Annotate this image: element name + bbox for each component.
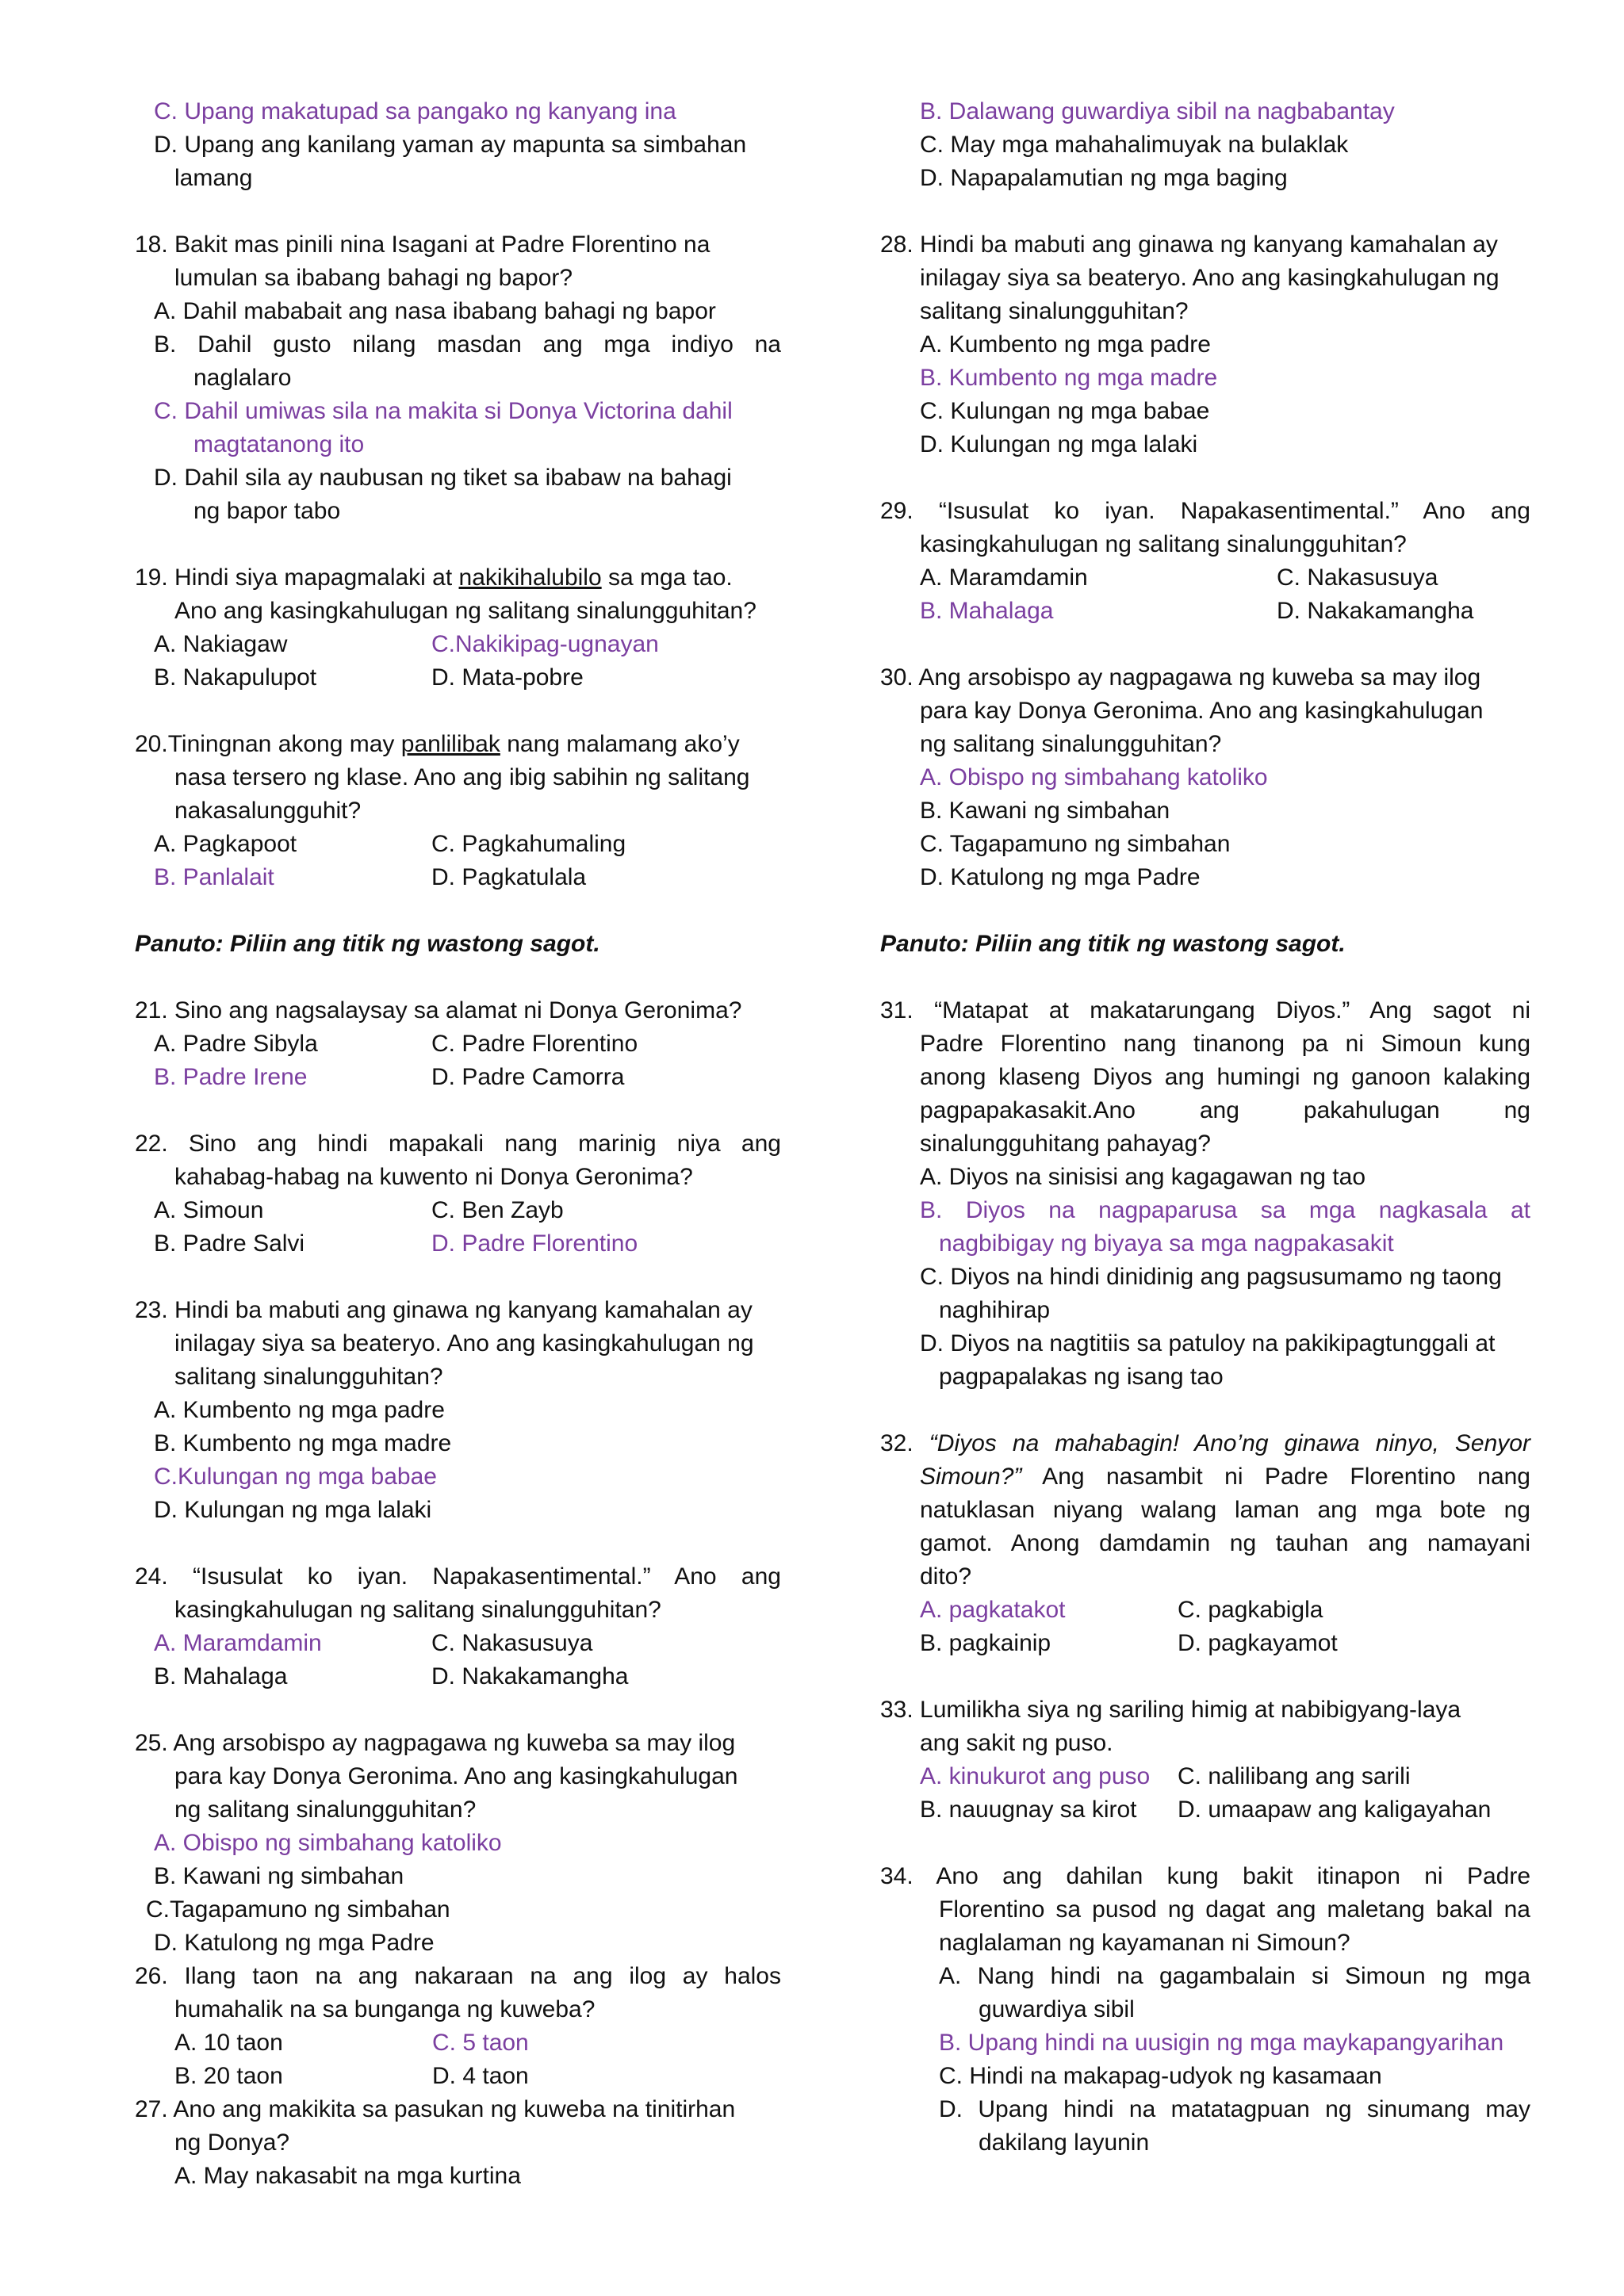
question-stem: 30. Ang arsobispo ay nagpagawa ng kuweba sa may ilog: [880, 664, 1481, 691]
question-stem: 22. Sino ang hindi mapakali nang marinig niya ang: [135, 1131, 781, 1157]
question-stem: 26. Ilang taon na ang nakaraan na ang ilog ay halos: [135, 1963, 781, 1989]
option-a-cont: guwardiya sibil: [979, 1996, 1135, 2022]
option-d: D. Padre Florentino: [431, 1230, 638, 1257]
option-b: B. Kumbento ng mga madre: [154, 1430, 452, 1456]
option-c: C.Kulungan ng mga babae: [154, 1464, 437, 1490]
question-stem-cont: kasingkahulugan ng salitang sinalungguhitan?: [174, 1597, 661, 1623]
option-c: C. Ben Zayb: [431, 1197, 564, 1223]
question-stem-cont: para kay Donya Geronima. Ano ang kasingkahulugan: [174, 1763, 738, 1789]
option-b: B. Padre Salvi: [154, 1230, 305, 1257]
option-d: D. Kulungan ng mga lalaki: [920, 431, 1198, 457]
option-d-cont: dakilang layunin: [979, 2130, 1150, 2156]
option-c-cont: naghihirap: [939, 1297, 1051, 1323]
option-d: D. Katulong ng mga Padre: [154, 1930, 435, 1956]
question-stem: [135, 561, 781, 595]
question-stem: 33. Lumilikha siya ng sariling himig at nabibigyang-laya: [880, 1697, 1461, 1723]
options-row: [880, 595, 1530, 628]
question-stem: 25. Ang arsobispo ay nagpagawa ng kuweba sa may ilog: [135, 1730, 736, 1756]
option-c: C. Pagkahumaling: [431, 831, 626, 857]
option-c: C. Dahil umiwas sila na makita si Donya Victorina dahil: [154, 398, 733, 424]
option-a: A. Kumbento ng mga padre: [154, 1397, 445, 1423]
question-29: [880, 495, 1530, 628]
option-a: A. Kumbento ng mga padre: [920, 331, 1211, 358]
question-stem-cont: dito?: [920, 1563, 972, 1590]
option-b: B. Upang hindi na uusigin ng mga maykapangyarihan: [939, 2030, 1504, 2056]
question-27-tail: [880, 95, 1530, 195]
question-stem-cont: kahabag-habag na kuwento ni Donya Geronima?: [174, 1164, 693, 1190]
question-stem-cont: ng salitang sinalungguhitan?: [920, 731, 1222, 757]
options-row: [135, 828, 781, 861]
question-stem-cont: Florentino sa pusod ng dagat ang maletang bakal na: [939, 1896, 1530, 1923]
question-stem: 29. “Isusulat ko iyan. Napakasentimental.” Ano ang: [880, 498, 1530, 524]
option-d: D. Dahil sila ay naubusan ng tiket sa ibabaw na bahagi: [154, 465, 732, 491]
option-c: C. Nakasusuya: [431, 1630, 593, 1656]
options-row: [135, 661, 781, 695]
stem-text: sa mga tao.: [601, 564, 733, 591]
option-c: C.Nakikipag-ugnayan: [431, 631, 659, 657]
question-stem-cont: lumulan sa ibabang bahagi ng bapor?: [174, 265, 573, 291]
option-d: D. 4 taon: [432, 2063, 529, 2089]
option-c: C. Hindi na makapag-udyok ng kasamaan: [939, 2063, 1382, 2089]
option-d-cont: ng bapor tabo: [193, 498, 341, 524]
question-17-tail: [135, 95, 781, 195]
option-c: C. pagkabigla: [1178, 1597, 1323, 1623]
option-a: A. Padre Sibyla: [154, 1031, 318, 1057]
options-row: [135, 1627, 781, 1660]
option-c: C. Nakasusuya: [1277, 564, 1438, 591]
underlined-word: panlilibak: [400, 731, 500, 757]
question-stem-cont: salitang sinalungguhitan?: [920, 298, 1189, 324]
question-stem: 23. Hindi ba mabuti ang ginawa ng kanyang kamahalan ay: [135, 1297, 753, 1323]
question-33: [880, 1693, 1530, 1827]
question-stem-cont: naglalaman ng kayamanan ni Simoun?: [939, 1930, 1350, 1956]
question-stem: 34. Ano ang dahilan kung bakit itinapon ni Padre: [880, 1863, 1530, 1889]
options-row: [880, 561, 1530, 595]
stem-text: Ang nasambit ni Padre Florentino nang: [1021, 1464, 1530, 1490]
question-18: [135, 228, 781, 528]
question-25: [135, 1727, 781, 1960]
option-b: B. Nakapulupot: [154, 664, 317, 691]
question-stem: 31. “Matapat at makatarungang Diyos.” Ang sagot ni: [880, 997, 1530, 1024]
option-b: B. Mahalaga: [154, 1663, 288, 1689]
option-a: A. Obispo ng simbahang katoliko: [154, 1830, 502, 1856]
option-d: D. Upang ang kanilang yaman ay mapunta sa simbahan: [154, 132, 747, 158]
question-number: 32.: [880, 1430, 929, 1456]
question-32: [880, 1427, 1530, 1660]
option-d: D. umaapaw ang kaligayahan: [1178, 1797, 1492, 1823]
question-28: [880, 228, 1530, 461]
option-b: B. Panlalait: [154, 864, 274, 890]
question-stem-cont: nakasalungguhit?: [174, 798, 362, 824]
option-d: D. Katulong ng mga Padre: [920, 864, 1201, 890]
option-b: B. Dalawang guwardiya sibil na nagbabantay: [920, 98, 1395, 124]
option-d: D. Kulungan ng mga lalaki: [154, 1497, 432, 1523]
option-a: A. Simoun: [154, 1197, 264, 1223]
question-stem-cont: natuklasan niyang walang laman ang mga bote ng: [920, 1497, 1530, 1523]
option-b: B. Kumbento ng mga madre: [920, 365, 1218, 391]
instructions: Panuto: Piliin ang titik ng wastong sagot.: [135, 931, 600, 957]
option-a: A. 10 taon: [174, 2030, 283, 2056]
option-d: D. Mata-pobre: [431, 664, 584, 691]
options-row: [880, 1760, 1530, 1793]
options-row: [135, 2060, 781, 2093]
option-b: B. Mahalaga: [920, 598, 1054, 624]
question-stem-cont: gamot. Anong damdamin ng tauhan ang namayani: [920, 1530, 1530, 1556]
question-20: [135, 728, 781, 894]
question-31: [880, 994, 1530, 1394]
option-a: A. Obispo ng simbahang katoliko: [920, 764, 1268, 790]
question-30: [880, 661, 1530, 894]
options-row: [135, 1227, 781, 1261]
option-b: B. pagkainip: [920, 1630, 1051, 1656]
left-column: [135, 95, 781, 2193]
stem-text: nang malamang ako’y: [500, 731, 740, 757]
options-row: [135, 2026, 781, 2060]
quote-text: “Diyos na mahabagin! Ano’ng ginawa ninyo, Senyor: [929, 1430, 1530, 1456]
option-c: C. 5 taon: [432, 2030, 529, 2056]
option-c: C. nalilibang ang sarili: [1178, 1763, 1411, 1789]
option-a: A. Dahil mababait ang nasa ibabang bahagi ng bapor: [154, 298, 716, 324]
option-b-cont: naglalaro: [193, 365, 292, 391]
option-c: C. May mga mahahalimuyak na bulaklak: [920, 132, 1349, 158]
question-stem: 28. Hindi ba mabuti ang ginawa ng kanyang kamahalan ay: [880, 232, 1498, 258]
question-23: [135, 1294, 781, 1527]
options-row: [880, 1627, 1530, 1660]
question-stem-cont: Ano ang kasingkahulugan ng salitang sinalungguhitan?: [174, 598, 756, 624]
question-stem-cont: para kay Donya Geronima. Ano ang kasingkahulugan: [920, 698, 1484, 724]
option-c: C. Kulungan ng mga babae: [920, 398, 1210, 424]
question-22: [135, 1127, 781, 1261]
stem-text: 19. Hindi siya mapagmalaki at: [135, 564, 459, 591]
option-d: D. Padre Camorra: [431, 1064, 625, 1090]
question-27: [135, 2093, 781, 2193]
question-stem-cont: sinalungguhitang pahayag?: [920, 1131, 1211, 1157]
option-d: D. Diyos na nagtitiis sa patuloy na pakikipagtunggali at: [920, 1330, 1496, 1357]
stem-text: 20.Tiningnan akong may: [135, 731, 401, 757]
question-stem: 27. Ano ang makikita sa pasukan ng kuweba na tinitirhan: [135, 2096, 736, 2122]
question-stem: [880, 1427, 1530, 1460]
options-row: [880, 1793, 1530, 1827]
question-stem-cont: inilagay siya sa beateryo. Ano ang kasingkahulugan ng: [174, 1330, 754, 1357]
options-row: [135, 1660, 781, 1693]
options-row: [135, 1061, 781, 1094]
option-b: B. Kawani ng simbahan: [920, 798, 1170, 824]
option-a: A. kinukurot ang puso: [920, 1763, 1151, 1789]
question-stem-cont: kasingkahulugan ng salitang sinalungguhitan?: [920, 531, 1407, 557]
option-d: D. Nakakamangha: [431, 1663, 629, 1689]
question-34: [880, 1860, 1530, 2160]
question-stem: 18. Bakit mas pinili nina Isagani at Padre Florentino na: [135, 232, 710, 258]
question-stem: 21. Sino ang nagsalaysay sa alamat ni Donya Geronima?: [135, 997, 742, 1024]
question-stem: [135, 728, 781, 761]
question-26: [135, 1960, 781, 2093]
option-c: C. Tagapamuno ng simbahan: [920, 831, 1231, 857]
question-stem-cont: ng salitang sinalungguhitan?: [174, 1797, 477, 1823]
option-b: B. Dahil gusto nilang masdan ang mga indiyo na: [154, 331, 781, 358]
option-b: B. Padre Irene: [154, 1064, 308, 1090]
option-c: C. Diyos na hindi dinidinig ang pagsusumamo ng taong: [920, 1264, 1502, 1290]
options-row: [135, 628, 781, 661]
question-stem-cont: inilagay siya sa beateryo. Ano ang kasingkahulugan ng: [920, 265, 1500, 291]
option-d-cont: pagpapalakas ng isang tao: [939, 1364, 1224, 1390]
question-stem-cont: pagpapakasakit.Ano ang pakahulugan ng: [920, 1097, 1530, 1123]
option-a: A. Nakiagaw: [154, 631, 288, 657]
option-d: D. Upang hindi na matatagpuan ng sinumang may: [939, 2096, 1530, 2122]
underlined-word: nakikihalubilo: [458, 564, 602, 591]
option-a: A. Nang hindi na gagambalain si Simoun ng mga: [939, 1963, 1530, 1989]
question-stem-cont: Padre Florentino nang tinanong pa ni Simoun kung: [920, 1031, 1530, 1057]
question-stem-cont: ng Donya?: [174, 2130, 290, 2156]
option-a: A. Pagkapoot: [154, 831, 297, 857]
options-row: [880, 1594, 1530, 1627]
option-b: B. Kawani ng simbahan: [154, 1863, 404, 1889]
instructions: Panuto: Piliin ang titik ng wastong sagot.: [880, 931, 1346, 957]
question-stem-cont: [880, 1460, 1530, 1494]
question-stem-cont: humahalik na sa bunganga ng kuweba?: [174, 1996, 596, 2022]
option-b: B. Diyos na nagpaparusa sa mga nagkasala at: [920, 1197, 1530, 1223]
options-row: [135, 1194, 781, 1227]
option-a: A. Diyos na sinisisi ang kagagawan ng tao: [920, 1164, 1366, 1190]
question-stem: 24. “Isusulat ko iyan. Napakasentimental.” Ano ang: [135, 1563, 781, 1590]
option-c-cont: magtatanong ito: [193, 431, 365, 457]
option-b-cont: nagbibigay ng biyaya sa mga nagpakasakit: [939, 1230, 1394, 1257]
question-19: [135, 561, 781, 695]
option-a: A. May nakasabit na mga kurtina: [174, 2163, 521, 2189]
question-stem-cont: ang sakit ng puso.: [920, 1730, 1113, 1756]
question-24: [135, 1560, 781, 1693]
options-row: [135, 861, 781, 894]
option-b: B. nauugnay sa kirot: [920, 1797, 1137, 1823]
option-d-cont: lamang: [174, 165, 253, 191]
option-c: C.Tagapamuno ng simbahan: [146, 1896, 450, 1923]
question-stem-cont: nasa tersero ng klase. Ano ang ibig sabihin ng salitang: [174, 764, 750, 790]
option-a: A. Maramdamin: [920, 564, 1088, 591]
option-b: B. 20 taon: [174, 2063, 283, 2089]
option-c: C. Upang makatupad sa pangako ng kanyang ina: [154, 98, 676, 124]
question-stem-cont: anong klaseng Diyos ang humingi ng ganoon kalaking: [920, 1064, 1530, 1090]
option-a: A. pagkatakot: [920, 1597, 1066, 1623]
question-stem-cont: salitang sinalungguhitan?: [174, 1364, 443, 1390]
right-column: [880, 95, 1530, 2160]
option-d: D. pagkayamot: [1178, 1630, 1338, 1656]
option-d: D. Nakakamangha: [1277, 598, 1474, 624]
option-a: A. Maramdamin: [154, 1630, 322, 1656]
option-d: D. Pagkatulala: [431, 864, 587, 890]
options-row: [135, 1027, 781, 1061]
quote-text: Simoun?”: [920, 1464, 1022, 1490]
option-c: C. Padre Florentino: [431, 1031, 638, 1057]
option-d: D. Napapalamutian ng mga baging: [920, 165, 1288, 191]
question-21: [135, 994, 781, 1094]
